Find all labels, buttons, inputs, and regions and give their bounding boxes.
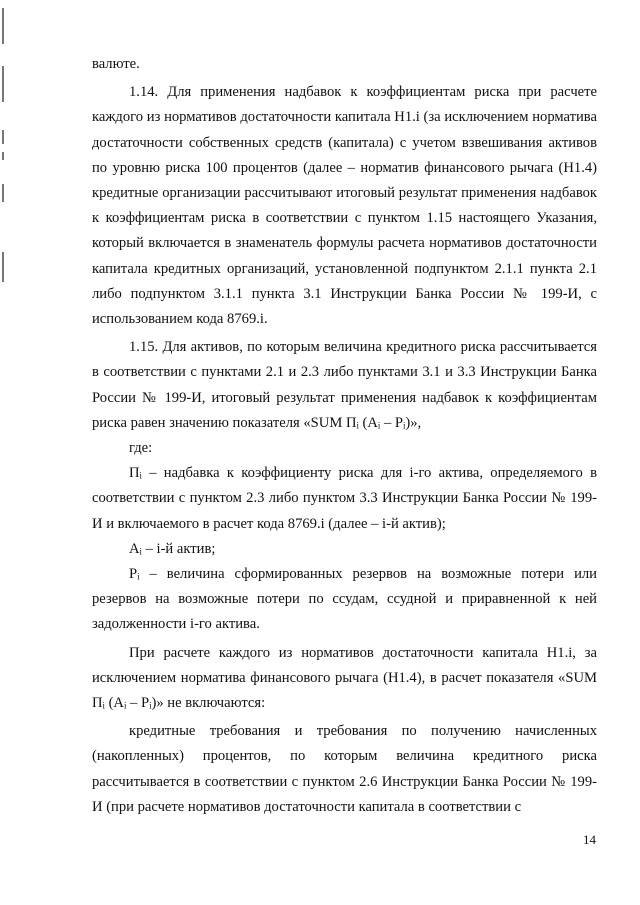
paragraph-def-pi-reserves: Pᵢ – величина сформированных резервов на возможные потери или резервов на возможные потери по ссудам, ссудной и приравненной к ней задолженности i-го актива.: [92, 566, 597, 633]
paragraph-exclusions: При расчете каждого из нормативов достаточности капитала Н1.i, за исключением норматива финансового рычага (Н1.4), в расчет показателя «SUM Пᵢ (Aᵢ – Pᵢ)» не включаются:: [92, 644, 597, 712]
page-number: 14: [583, 832, 596, 847]
paragraph-1-14: 1.14. Для применения надбавок к коэффициентам риска при расчете каждого из нормативов достаточности капитала Н1.i (за исключением норматива достаточности собственных средств (капитала) с учетом взвешивания активов по уровню риска 100 процентов (далее – норматив финансового рычага (Н1.4) кредитные организации рассчитывают итоговый результат применения надбавок к коэффициентам риска в соответствии с пунктом 1.15 настоящего Указания, который включается в знаменатель формулы расчета нормативов достаточности капитала кредитных организаций, установленной подпунктом 2.1.1 пункта 2.1 либо подпунктом 3.1.1 пункта 3.1 Инструкции Банка России № 199-И, с использованием кода 8769.i.: [92, 84, 597, 328]
paragraph-1-15: 1.15. Для активов, по которым величина кредитного риска рассчитывается в соответствии с пунктами 2.1 и 2.3 либо пунктами 3.1 и 3.3 Инструкции Банка России № 199-И, итоговый результат применения надбавок к коэффициентам риска равен значению показателя «SUM Пᵢ (Aᵢ – Pᵢ)»,: [92, 339, 597, 431]
document-body: [92, 52, 597, 820]
paragraph-credit-claims: кредитные требования и требования по получению начисленных (накопленных) процентов, по которым величина кредитного риска рассчитывается в соответствии с пунктом 2.6 Инструкции Банка России № 199-И (при расчете нормативов достаточности капитала в соответствии с: [92, 723, 597, 815]
paragraph-continuation: валюте.: [92, 56, 140, 72]
paragraph-def-ai: Aᵢ – i-й актив;: [129, 540, 216, 557]
paragraph-def-pi: Пᵢ – надбавка к коэффициенту риска для i-го актива, определяемого в соответствии с пунктом 2.3 либо пунктом 3.3 Инструкции Банка России № 199-И и включаемого в расчет кода 8769.i (далее – i-й актив);: [92, 465, 597, 532]
paragraph-where: где:: [129, 440, 153, 457]
